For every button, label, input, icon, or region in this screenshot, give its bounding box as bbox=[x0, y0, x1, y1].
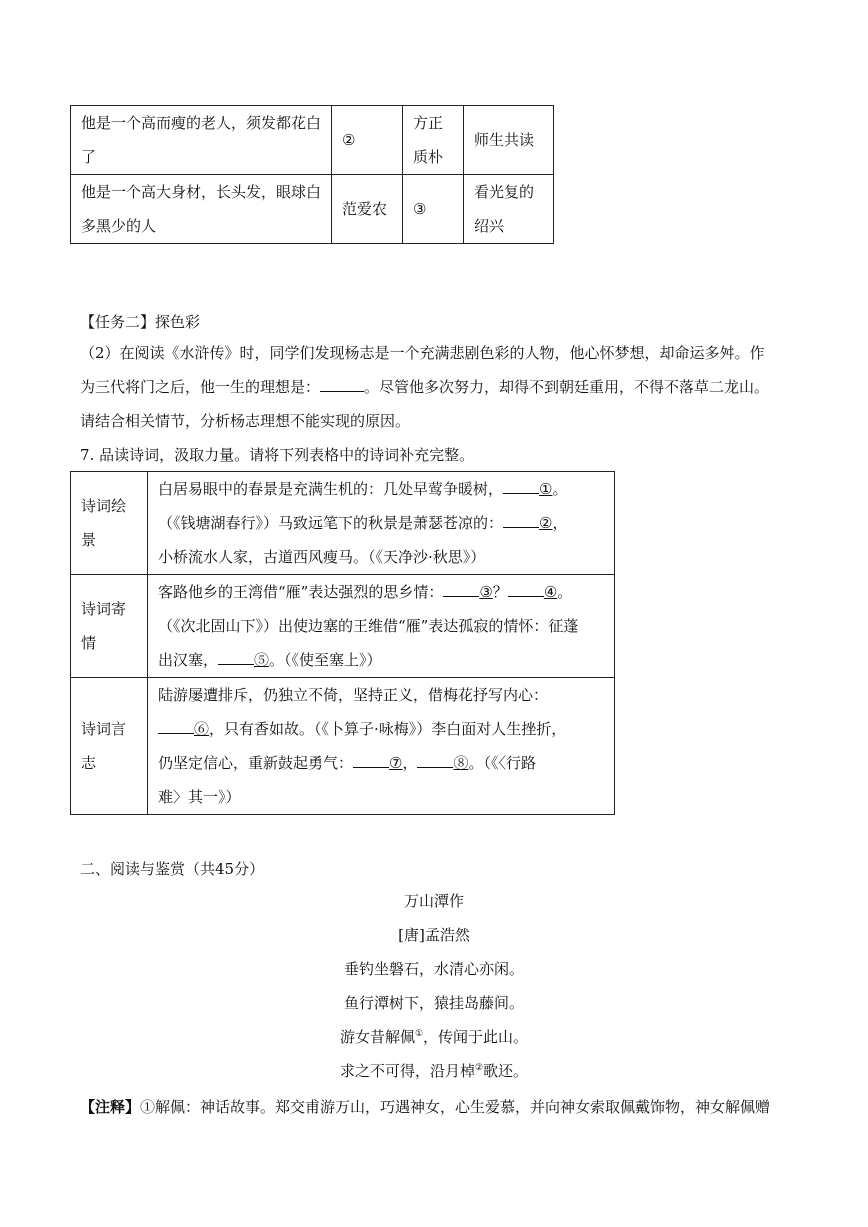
poem-line: 垂钓坐磐石，水清心亦闲。 bbox=[343, 960, 524, 978]
question-text bbox=[80, 370, 800, 404]
answer-blank[interactable] bbox=[353, 767, 389, 768]
table-cell: ③ bbox=[403, 175, 464, 244]
text: 。 bbox=[557, 583, 573, 601]
blank-number: ⑤ bbox=[254, 651, 270, 669]
row-content bbox=[148, 678, 615, 815]
question-text-part: 。尽管他多次努力，却得不到朝廷重用，不得不落草二龙山。 bbox=[364, 378, 770, 396]
row-label: 诗词绘景 bbox=[71, 472, 148, 575]
blank-number: ④ bbox=[543, 583, 558, 601]
annotation bbox=[80, 1090, 800, 1124]
table-row bbox=[71, 678, 615, 815]
footnote-ref: ② bbox=[474, 1063, 484, 1073]
blank-number: ① bbox=[539, 480, 553, 498]
text: 难〉其一》） bbox=[158, 788, 241, 806]
text: 白居易眼中的春景是充满生机的：几处早莺争暖树， bbox=[158, 480, 504, 498]
blank-number: ⑧ bbox=[453, 754, 469, 772]
poem-title: 万山潭作 bbox=[403, 892, 464, 910]
text: 游女昔解佩 bbox=[339, 1028, 415, 1046]
poem-line bbox=[0, 1020, 868, 1054]
table-row bbox=[71, 175, 554, 244]
table-row bbox=[71, 575, 615, 678]
table-row bbox=[71, 106, 554, 175]
blank-number: ③ bbox=[479, 583, 493, 601]
poem-line: 鱼行潭树下，猿挂岛藤间。 bbox=[343, 994, 524, 1012]
text: 。 bbox=[552, 480, 568, 498]
text: 求之不可得，沿月棹 bbox=[339, 1062, 475, 1080]
text: 仍坚定信心，重新鼓起勇气： bbox=[158, 754, 354, 772]
table-cell: 方正质朴 bbox=[403, 106, 464, 175]
section-heading: 二、阅读与鉴赏（共45分） bbox=[80, 860, 265, 878]
blank-number: ② bbox=[539, 514, 553, 532]
text: 小桥流水人家，古道西风瘦马。（《天净沙·秋思》） bbox=[158, 548, 486, 566]
table-cell: 看光复的绍兴 bbox=[464, 175, 554, 244]
poem-author: [唐]孟浩然 bbox=[398, 926, 470, 944]
task-heading: 【任务二】探色彩 bbox=[80, 313, 201, 331]
question-text: 请结合相关情节，分析杨志理想不能实现的原因。 bbox=[80, 412, 411, 430]
blank-number: ⑥ bbox=[194, 720, 210, 738]
question-text-part: 为三代将门之后，他一生的理想是： bbox=[80, 378, 321, 396]
table-row bbox=[71, 472, 615, 575]
text: 歌还。 bbox=[483, 1062, 529, 1080]
text: 陆游屡遭排斥，仍独立不倚，坚持正义，借梅花抒写内心： bbox=[158, 686, 549, 704]
table-cell: 他是一个高而瘦的老人，须发都花白了 bbox=[71, 106, 332, 175]
text: ， bbox=[402, 754, 418, 772]
poem-line bbox=[0, 1054, 868, 1088]
table-cell: 师生共读 bbox=[464, 106, 554, 175]
question-text: （2）在阅读《水浒传》时，同学们发现杨志是一个充满悲剧色彩的人物，他心怀梦想，却命运多舛。作 bbox=[80, 344, 765, 362]
answer-blank[interactable] bbox=[508, 596, 544, 597]
row-content bbox=[148, 575, 615, 678]
text: ？ bbox=[492, 583, 508, 601]
table-cell: 范爱农 bbox=[332, 175, 403, 244]
text: ，只有香如故。（《卜算子·咏梅》）李白面对人生挫折， bbox=[209, 720, 567, 738]
poetry-table bbox=[70, 471, 615, 815]
answer-blank[interactable] bbox=[158, 733, 194, 734]
annotation-text: ①解佩：神话故事。郑交甫游万山，巧遇神女，心生爱慕，并向神女索取佩戴饰物，神女解佩赠 bbox=[140, 1098, 771, 1116]
text: ，传闻于此山。 bbox=[423, 1028, 529, 1046]
row-label: 诗词言志 bbox=[71, 678, 148, 815]
table-cell: ② bbox=[332, 106, 403, 175]
answer-blank[interactable] bbox=[503, 493, 539, 494]
blank-number: ⑦ bbox=[389, 754, 403, 772]
annotation-label: 【注释】 bbox=[80, 1098, 141, 1116]
answer-blank[interactable] bbox=[417, 767, 453, 768]
answer-blank[interactable] bbox=[218, 664, 254, 665]
answer-blank[interactable] bbox=[443, 596, 479, 597]
text: 。（《使至塞上》） bbox=[269, 651, 382, 669]
answer-blank[interactable] bbox=[320, 391, 364, 392]
text: 。（《〈行路 bbox=[468, 754, 537, 772]
text: （《钱塘湖春行》）马致远笔下的秋景是萧瑟苍凉的： bbox=[158, 514, 504, 532]
row-content bbox=[148, 472, 615, 575]
footnote-ref: ① bbox=[414, 1029, 424, 1039]
table-cell: 他是一个高大身材，长头发，眼球白多黑少的人 bbox=[71, 175, 332, 244]
text: 出汉塞， bbox=[158, 651, 219, 669]
character-table bbox=[70, 105, 554, 244]
row-label: 诗词寄情 bbox=[71, 575, 148, 678]
text: （《次北固山下》）出使边塞的王维借“雁”表达孤寂的情怀：征蓬 bbox=[158, 617, 579, 635]
question-title: 7. 品读诗词，汲取力量。请将下列表格中的诗词补充完整。 bbox=[80, 446, 475, 464]
text: 客路他乡的王湾借“雁”表达强烈的思乡情： bbox=[158, 583, 444, 601]
text: ， bbox=[552, 514, 568, 532]
answer-blank[interactable] bbox=[503, 527, 539, 528]
